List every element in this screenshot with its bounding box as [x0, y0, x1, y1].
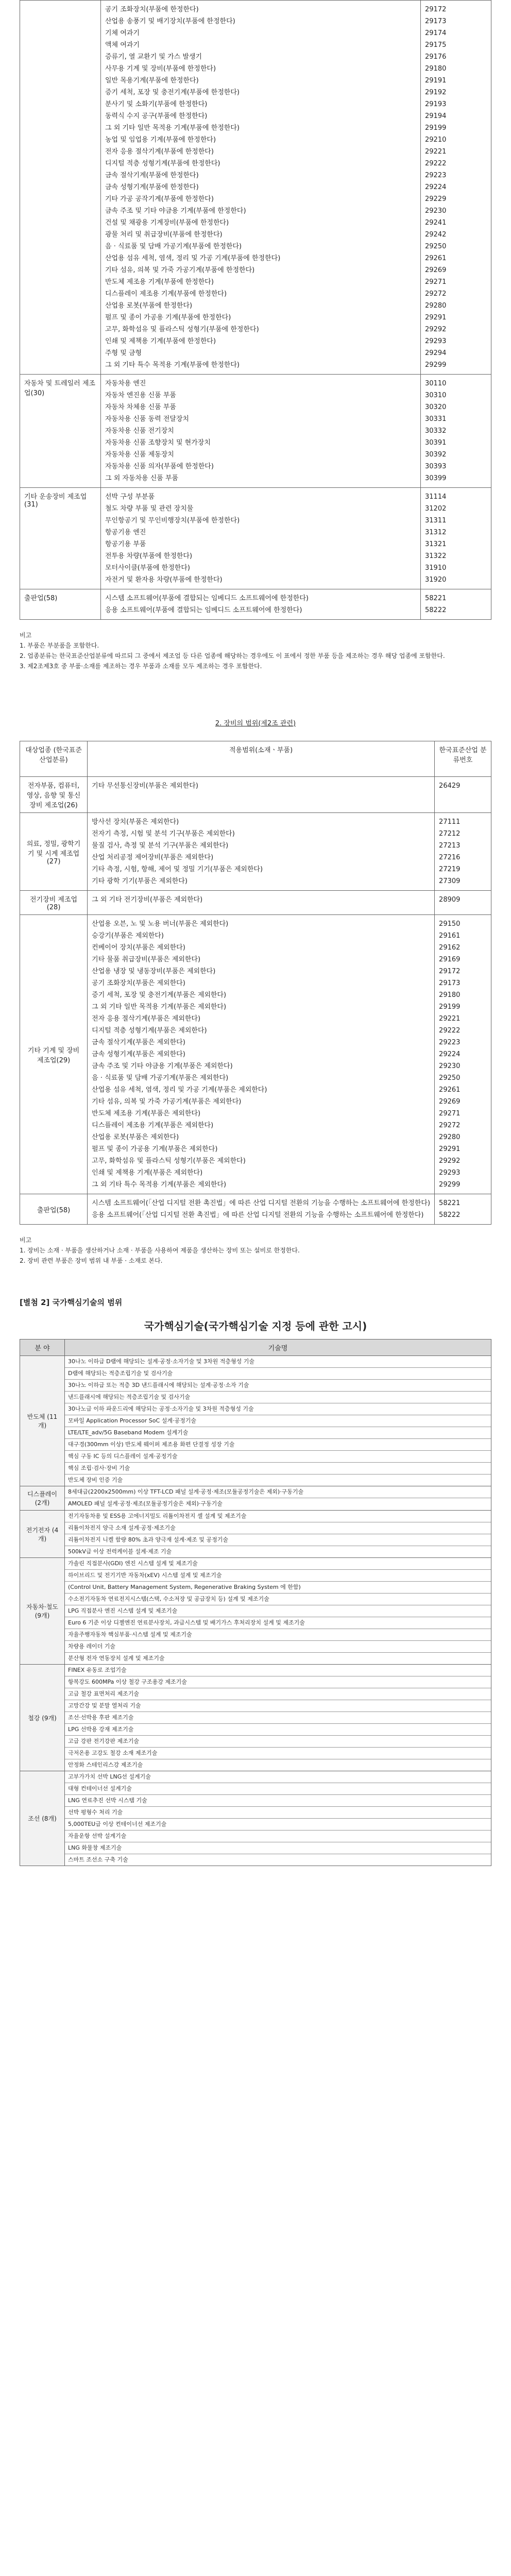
tech-line: 가솔린 직접분사(GDI) 엔진 시스템 설계 및 제조기술: [65, 1558, 491, 1570]
tech-line: LPG 직접분사 엔진 시스템 설계 및 제조기술: [65, 1605, 491, 1617]
item-line: 증류기, 열 교환기 및 가스 발생기: [105, 53, 202, 61]
code-line: 29176: [425, 53, 447, 61]
equipment-table: [20, 741, 491, 1225]
item-line: 전자 응용 절삭기계(부품에 한정한다): [105, 148, 214, 156]
item-line: 산업용 섬유 세척, 염색, 정리 및 가공 기계(부품에 한정한다): [105, 255, 281, 262]
code-line: 29175: [425, 41, 447, 49]
tech-line: 리튬이차전지 양극 소재 설계·공정·제조기술: [65, 1522, 491, 1534]
code-line: 29161: [439, 932, 461, 940]
code-line: 29271: [439, 1110, 461, 1117]
tech-line: LPG 선박용 강재 제조기술: [65, 1724, 491, 1736]
tech-line: 대형 컨테이너선 설계기술: [65, 1783, 491, 1795]
note-line: 3. 제2조제3호 중 부품·소재를 제조하는 경우 부품과 소재를 모두 제조하는 경우 포함한다.: [20, 663, 262, 670]
code-line: 29292: [439, 1157, 461, 1165]
code-line: 29172: [425, 6, 447, 13]
code-line: 29250: [439, 1074, 461, 1082]
code-line: 29299: [425, 361, 447, 369]
code-line: 31202: [425, 505, 447, 513]
item-line: 분사기 및 소화기(부품에 한정한다): [105, 100, 208, 108]
item-line: 농업 및 임업용 기계(부품에 한정한다): [105, 136, 216, 144]
code-line: 31321: [425, 540, 447, 548]
table-row: [20, 1194, 491, 1225]
item-line: 인쇄 및 제책용 기계(부품에 한정한다): [105, 337, 216, 345]
tech-line: 조선·선박용 후판 제조기술: [65, 1712, 491, 1724]
industry-cell: 기타 기계 및 장비 제조업(29): [20, 915, 88, 1194]
code-cell: [435, 915, 491, 1194]
parts-table: [20, 0, 491, 620]
tech-line: 30나노 이하급 D램에 해당되는 설계·공정·소자기술 및 3차원 적층형성 기술: [65, 1356, 491, 1368]
tech-line: AMOLED 패널 설계·공정·제조(모듈공정기술은 제외)·구동기술: [68, 1500, 223, 1507]
code-line: 27216: [439, 854, 461, 861]
code-line: 58221: [439, 1199, 461, 1207]
code-line: 29224: [425, 183, 447, 191]
code-line: 31910: [425, 564, 447, 572]
note-line: 2. 장비 관련 부품은 장비 범위 내 부품 · 소재로 본다.: [20, 1257, 163, 1264]
item-line: 컨베이어 장치(부품은 제외한다): [92, 944, 185, 952]
table-row: [20, 1511, 491, 1558]
note-head: 비고: [20, 1236, 32, 1244]
item-line: 액체 여과기: [105, 41, 140, 49]
table-header-row: [20, 1340, 491, 1356]
tech-line: 8세대급(2200x2500mm) 이상 TFT-LCD 패널 설계·공정·제조(모듈공정기술은 제외)·구동기술: [65, 1486, 491, 1498]
code-line: 29192: [425, 89, 447, 96]
code-line: 29180: [439, 991, 461, 999]
tech-cell: [65, 1558, 491, 1665]
item-line: 그 외 기타 전기장비(부품은 제외한다): [92, 896, 203, 904]
table-row: [20, 1558, 491, 1665]
table-row: [20, 1, 491, 375]
note-line: 1. 장비는 소재 · 부품을 생산하거나 소재 · 부품을 사용하여 제품을 생산하는 장비 또는 설비로 한정한다.: [20, 1247, 300, 1254]
code-line: 29230: [425, 207, 447, 215]
code-line: 30392: [425, 451, 447, 459]
code-line: 29280: [425, 302, 447, 310]
code-line: 29229: [425, 195, 447, 203]
item-line: 자동차용 신품 제동장치: [105, 451, 174, 459]
item-line: 고무, 화학섬유 및 플라스틱 성형기(부품에 한정한다): [105, 326, 259, 333]
item-line: 그 외 기타 일반 목적용 기계(부품에 한정한다): [105, 124, 240, 132]
tech-line: D램에 해당되는 적층조립기술 및 검사기술: [65, 1368, 491, 1380]
tech-line: 자율운항 선박 설계기술: [65, 1831, 491, 1842]
code-line: 31114: [425, 493, 447, 501]
table-row: [20, 891, 491, 915]
scope-cell: [88, 915, 435, 1194]
tech-cell: [65, 1511, 491, 1558]
tech-cell: [65, 1771, 491, 1866]
item-line: 증기 세척, 포장 및 충전기계(부품은 제외한다): [92, 991, 227, 999]
code-line: 29291: [425, 314, 447, 321]
tech-line: 반도체 장비 인증 기술: [68, 1477, 123, 1483]
item-line: 모터사이클(부품에 한정한다): [105, 564, 190, 572]
tech-line: 핵심 조립·검사·장비 기술: [65, 1463, 491, 1475]
item-line: 기타 물품 취급장비(부품은 제외한다): [92, 956, 201, 963]
code-line: 29299: [439, 1181, 461, 1189]
item-line: 선박 구성 부분품: [105, 493, 155, 501]
code-line: 29241: [425, 219, 447, 227]
code-line: 27309: [439, 877, 461, 885]
scope-cell: [88, 813, 435, 891]
tech-line: 전기자동차용 및 ESS용 고에너지밀도 리튬이차전지 셀 설계 및 제조기술: [65, 1511, 491, 1522]
table-row: [20, 1356, 491, 1486]
code-line: 29172: [439, 968, 461, 975]
tech-line: 고급 강판 전기강판 제조기술: [65, 1736, 491, 1748]
item-line: 무인항공기 및 무인비행장치(부품에 한정한다): [105, 517, 240, 524]
item-line: 전자기 측정, 시험 및 분석 기구(부품은 제외한다): [92, 830, 235, 838]
item-line: 산업용 송풍기 및 배기장치(부품에 한정한다): [105, 18, 235, 25]
scope-cell: [101, 1, 421, 375]
tech-line: 대구경(300mm 이상) 반도체 웨이퍼 제조용 화편 단결정 성장 기술: [65, 1439, 491, 1451]
table-header-row: [20, 741, 491, 777]
table-row: [20, 915, 491, 1194]
tech-line: 스마트 조선소 구축 기술: [68, 1856, 128, 1863]
item-line: 주형 및 금형: [105, 349, 142, 357]
item-line: 그 외 자동차용 신품 부품: [105, 474, 179, 482]
code-line: 29293: [425, 337, 447, 345]
item-line: 음 · 식료품 및 담배 가공기계(부품에 한정한다): [105, 243, 242, 250]
code-line: 30332: [425, 427, 447, 435]
table-row: [20, 777, 491, 813]
code-line: 29293: [439, 1169, 461, 1177]
item-line: 항공기용 부품: [105, 540, 146, 548]
item-line: 자동차 엔진용 신품 부품: [105, 392, 176, 399]
item-line: 산업용 냉장 및 냉동장비(부품은 제외한다): [92, 968, 216, 975]
item-line: 기타 섬유, 의복 및 가죽 가공기계(부품에 한정한다): [105, 266, 255, 274]
code-line: 26429: [439, 782, 461, 790]
code-cell: [435, 891, 491, 915]
item-line: 기타 측정, 시험, 항해, 제어 및 정밀 기기(부품은 제외한다): [92, 866, 263, 873]
code-cell: [435, 1194, 491, 1225]
code-line: 29210: [425, 136, 447, 144]
tech-line: 안정화 스테인리스강 제조기술: [68, 1761, 143, 1768]
item-line: 반도체 제조용 기계(부품에 한정한다): [105, 278, 214, 286]
item-line: 자동차용 엔진: [105, 380, 146, 387]
tech-line: 핵심 구동 IC 등의 디스플레이 설계·공정기술: [65, 1451, 491, 1463]
table-row: [20, 488, 491, 589]
field-cell: 전기전자 (4개): [20, 1511, 65, 1558]
code-line: 31312: [425, 529, 447, 536]
tech-line: 극저온용 고강도 철강 소재 제조기술: [65, 1748, 491, 1759]
header-field: 분 야: [20, 1340, 65, 1356]
tech-cell: [65, 1665, 491, 1771]
note-head: 비고: [20, 632, 32, 639]
item-line: 시스템 소프트웨어(부품에 결합되는 임베디드 소프트웨어에 한정한다): [105, 595, 309, 602]
item-line: 산업용 로봇(부품에 한정한다): [105, 302, 193, 310]
field-cell: 디스플레이 (2개): [20, 1486, 65, 1511]
item-line: 기타 광학 기기(부품은 제외한다): [92, 877, 188, 885]
note-2: [20, 1235, 491, 1266]
table-row: [20, 375, 491, 488]
code-line: 29294: [425, 349, 447, 357]
code-cell: [421, 1, 491, 375]
code-line: 29169: [439, 956, 461, 963]
item-line: 시스템 소프트웨어(「산업 디지털 전환 촉진법」에 따른 산업 디지털 전환의 기능을 수행하는 소프트웨어에 한정한다): [92, 1199, 431, 1207]
field-cell: 자동차·철도 (9개): [20, 1558, 65, 1665]
item-line: 펄프 및 종이 가공용 기계(부품은 제외한다): [92, 1145, 218, 1153]
item-line: 기타 무선통신장비(부품은 제외한다): [92, 782, 198, 790]
code-line: 29272: [439, 1122, 461, 1129]
item-line: 고무, 화학섬유 및 플라스틱 성형기(부품은 제외한다): [92, 1157, 246, 1165]
tech-line: 항복강도 600MPa 이상 철강 구조용강 제조기술: [65, 1676, 491, 1688]
tech-line: 고급 철강 표면처리 제조기술: [65, 1688, 491, 1700]
code-line: 29174: [425, 29, 447, 37]
table-row: [20, 589, 491, 620]
item-line: 음 · 식료품 및 담배 가공기계(부품은 제외한다): [92, 1074, 229, 1082]
scope-cell: [101, 375, 421, 488]
code-line: 29291: [439, 1145, 461, 1153]
industry-cell: [20, 1, 101, 375]
code-line: 28909: [439, 896, 461, 904]
code-line: 29194: [425, 112, 447, 120]
tech-cell: [65, 1486, 491, 1511]
item-line: 금속 절삭기계(부품은 제외한다): [92, 1039, 185, 1046]
item-line: 증기 세척, 포장 및 충전기계(부품에 한정한다): [105, 89, 240, 96]
table-row: [20, 1665, 491, 1771]
tech-line: Euro 6 기준 이상 디젤엔진 연료분사장치, 과급시스템 및 배기가스 후처리장치 설계 및 제조기술: [65, 1617, 491, 1629]
code-line: 30320: [425, 403, 447, 411]
code-line: 29230: [439, 1062, 461, 1070]
code-line: 27212: [439, 830, 461, 838]
code-line: 29173: [439, 979, 461, 987]
code-line: 58222: [439, 1211, 461, 1219]
tech-line: LTE/LTE_adv/5G Baseband Modem 설계기술: [65, 1427, 491, 1439]
code-line: 29271: [425, 278, 447, 286]
code-line: 29162: [439, 944, 461, 952]
header-tech: 기술명: [65, 1340, 491, 1356]
industry-cell: 출판업(58): [20, 1194, 88, 1225]
tech-line: 수소전기자동차 연료전지시스템(스택, 수소저장 및 공급장치 등) 설계 및 제조기술: [65, 1594, 491, 1605]
industry-cell: 자동차 및 트레일러 제조업(30): [20, 375, 101, 488]
item-line: 디지털 적층 성형기계(부품은 제외한다): [92, 1027, 207, 1035]
code-line: 29193: [425, 100, 447, 108]
item-line: 그 외 기타 일반 목적용 기계(부품은 제외한다): [92, 1003, 227, 1011]
code-line: 30393: [425, 463, 447, 470]
item-line: 그 외 기타 특수 목적용 기계(부품은 제외한다): [92, 1181, 227, 1189]
item-line: 금속 주조 및 기타 야금용 기계(부품은 제외한다): [92, 1062, 233, 1070]
tech-line: 선박 평형수 처리 기술: [65, 1807, 491, 1819]
tech-line: 분산형 전자 연동장치 설계 및 제조기술: [68, 1655, 165, 1662]
code-line: 29261: [425, 255, 447, 262]
code-line: 29223: [439, 1039, 461, 1046]
code-line: 27111: [439, 818, 461, 826]
code-line: 29222: [425, 160, 447, 167]
code-line: 29269: [439, 1098, 461, 1106]
item-line: 응용 소프트웨어(부품에 결합되는 임베디드 소프트웨어에 한정한다): [105, 606, 302, 614]
item-line: 방사선 장치(부품은 제외한다): [92, 818, 179, 826]
code-cell: [421, 589, 491, 620]
industry-cell: 의료, 정밀, 광학기기 및 시계 제조업(27): [20, 813, 88, 891]
code-line: 29221: [439, 1015, 461, 1023]
tech-line: (Control Unit, Battery Management System, Regenerative Braking System 에 한함): [65, 1582, 491, 1594]
item-line: 물질 검사, 측정 및 분석 기구(부품은 제외한다): [92, 842, 229, 850]
item-line: 산업 처리공정 제어장비(부품은 제외한다): [92, 854, 214, 861]
tech-line: LNG 화물창 제조기술: [65, 1842, 491, 1854]
code-cell: [435, 777, 491, 813]
item-line: 철도 차량 부품 및 관련 장치물: [105, 505, 194, 513]
item-line: 동력식 수지 공구(부품에 한정한다): [105, 112, 208, 120]
tech-line: 모바일 Application Processor SoC 설계·공정기술: [65, 1415, 491, 1427]
code-line: 29280: [439, 1133, 461, 1141]
item-line: 디스플레이 제조용 기계(부품은 제외한다): [92, 1122, 214, 1129]
code-line: 29269: [425, 266, 447, 274]
item-line: 디지털 적층 성형기계(부품에 한정한다): [105, 160, 220, 167]
item-line: 기타 섬유, 의복 및 가죽 가공기계(부품은 제외한다): [92, 1098, 242, 1106]
section-2-heading: 2. 장비의 범위(제2조 관련): [215, 720, 296, 727]
appendix-heading: [별첨 2] 국가핵심기술의 범위: [20, 1298, 123, 1307]
item-line: 금속 성형기계(부품은 제외한다): [92, 1050, 185, 1058]
table-row: [20, 813, 491, 891]
item-line: 건설 및 채광용 기계장비(부품에 한정한다): [105, 219, 229, 227]
code-line: 29250: [425, 243, 447, 250]
item-line: 자동차용 신품 전기장치: [105, 427, 174, 435]
item-line: 전투용 차량(부품에 한정한다): [105, 552, 193, 560]
code-line: 29222: [439, 1027, 461, 1035]
tech-line: 5,000TEU급 이상 컨테이너선 제조기술: [65, 1819, 491, 1831]
industry-cell: 기타 운송장비 제조업(31): [20, 488, 101, 589]
code-line: 30399: [425, 474, 447, 482]
item-line: 금속 주조 및 기타 야금용 기계(부품에 한정한다): [105, 207, 246, 215]
field-cell: 반도체 (11개): [20, 1356, 65, 1486]
industry-cell: 전자부품, 컴퓨터, 영상, 음향 및 통신장비 제조업(26): [20, 777, 88, 813]
code-line: 30110: [425, 380, 447, 387]
item-line: 자동차 차체용 신품 부품: [105, 403, 176, 411]
code-line: 58221: [425, 595, 447, 602]
field-cell: 철강 (9개): [20, 1665, 65, 1771]
item-line: 디스플레이 제조용 기계(부품에 한정한다): [105, 290, 227, 298]
code-cell: [435, 813, 491, 891]
note-1: [20, 630, 491, 671]
code-line: 29180: [425, 65, 447, 73]
code-line: 29223: [425, 172, 447, 179]
code-line: 31322: [425, 552, 447, 560]
core-tech-table: [20, 1339, 491, 1866]
header-scope: 적용범위(소재ㆍ부품): [88, 741, 435, 777]
item-line: 승강기(부품은 제외한다): [92, 932, 164, 940]
scope-cell: [88, 777, 435, 813]
tech-cell: [65, 1356, 491, 1486]
item-line: 펄프 및 종이 가공용 기계(부품에 한정한다): [105, 314, 231, 321]
code-line: 29150: [439, 920, 461, 928]
field-cell: 조선 (8개): [20, 1771, 65, 1866]
item-line: 일반 목용기계(부품에 한정한다): [105, 77, 199, 84]
appendix-title: 국가핵심기술(국가핵심기술 지정 등에 관한 고시): [144, 1320, 367, 1332]
table-row: [20, 1771, 491, 1866]
code-cell: [421, 488, 491, 589]
code-line: 29224: [439, 1050, 461, 1058]
tech-line: 리튬이차전지 니켈 함량 80% 초과 양극재 설계·제조 및 공정기술: [65, 1534, 491, 1546]
item-line: 반도체 제조용 기계(부품은 제외한다): [92, 1110, 201, 1117]
item-line: 산업용 로봇(부품은 제외한다): [92, 1133, 179, 1141]
tech-line: 하이브리드 및 전기기반 자동차(xEV) 시스템 설계 및 제조기술: [65, 1570, 491, 1582]
code-line: 30310: [425, 392, 447, 399]
item-line: 산업용 오븐, 노 및 노용 버너(부품은 제외한다): [92, 920, 229, 928]
tech-line: FINEX 유동로 조업기술: [65, 1665, 491, 1676]
item-line: 자동차용 신품 의자(부품에 한정한다): [105, 463, 214, 470]
item-line: 자동차용 신품 동력 전달장치: [105, 415, 190, 423]
code-line: 29261: [439, 1086, 461, 1094]
code-cell: [421, 375, 491, 488]
item-line: 자동차용 신품 조향장치 및 현가장치: [105, 439, 211, 447]
code-line: 29199: [425, 124, 447, 132]
item-line: 공기 조화장치(부품은 제외한다): [92, 979, 185, 987]
code-line: 58222: [425, 606, 447, 614]
industry-cell: 전기장비 제조업(28): [20, 891, 88, 915]
item-line: 사무용 기계 및 장비(부품에 한정한다): [105, 65, 216, 73]
item-line: 인쇄 및 제책용 기계(부품은 제외한다): [92, 1169, 203, 1177]
item-line: 자전거 및 환자용 차량(부품에 한정한다): [105, 576, 223, 584]
code-line: 29199: [439, 1003, 461, 1011]
code-line: 29272: [425, 290, 447, 298]
code-line: 29191: [425, 77, 447, 84]
item-line: 공기 조화장치(부품에 한정한다): [105, 6, 199, 13]
item-line: 기타 가공 공작기계(부품에 한정한다): [105, 195, 214, 203]
scope-cell: [88, 891, 435, 915]
tech-line: 자율주행자동차 핵심부품·시스템 설계 및 제조기술: [65, 1629, 491, 1641]
item-line: 금속 절삭기계(부품에 한정한다): [105, 172, 199, 179]
table-row: [20, 1486, 491, 1511]
item-line: 전자 응용 절삭기계(부품은 제외한다): [92, 1015, 201, 1023]
code-line: 29292: [425, 326, 447, 333]
tech-line: 낸드플래시에 해당되는 적층조립기술 및 검사기술: [65, 1392, 491, 1403]
tech-line: 고망간강 및 분말 열처리 기술: [65, 1700, 491, 1712]
industry-cell: 출판업(58): [20, 589, 101, 620]
item-line: 산업용 섬유 세척, 염색, 정리 및 가공 기계(부품은 제외한다): [92, 1086, 267, 1094]
code-line: 29242: [425, 231, 447, 239]
tech-line: 30나노 이하급 또는 적층 3D 낸드플래시에 해당되는 설계·공정·소자 기술: [65, 1380, 491, 1392]
header-code: 한국표준산업 분류번호: [435, 741, 491, 777]
note-line: 2. 업종분류는 한국표준산업분류에 따르되 그 중에서 제조업 등 다른 업종에 해당하는 경우에도 이 표에서 정한 부품 등을 제조하는 경우 해당 업종에 포함한다.: [20, 652, 445, 659]
tech-line: 30나노급 이하 파운드리에 해당되는 공정·소자기술 및 3차원 적층형성 기술: [65, 1403, 491, 1415]
item-line: 응용 소프트웨어(「산업 디지털 전환 촉진법」에 따른 산업 디지털 전환의 기능을 수행하는 소프트웨어에 한정한다): [92, 1211, 424, 1219]
note-line: 1. 부품은 부분품을 포함한다.: [20, 642, 99, 649]
code-line: 29221: [425, 148, 447, 156]
tech-line: 차량용 레이더 기술: [65, 1641, 491, 1653]
tech-line: LNG 연료추진 선박 시스템 기술: [65, 1795, 491, 1807]
scope-cell: [101, 488, 421, 589]
tech-line: 고부가가치 선박 LNG선 설계기술: [65, 1771, 491, 1783]
item-line: 항공기용 엔진: [105, 529, 146, 536]
code-line: 30331: [425, 415, 447, 423]
code-line: 31920: [425, 576, 447, 584]
scope-cell: [101, 589, 421, 620]
code-line: 29173: [425, 18, 447, 25]
code-line: 27213: [439, 842, 461, 850]
item-line: 금속 성형기계(부품에 한정한다): [105, 183, 199, 191]
header-industry: 대상업종 (한국표준산업분류): [20, 741, 88, 777]
scope-cell: [88, 1194, 435, 1225]
item-line: 기체 여과기: [105, 29, 140, 37]
item-line: 그 외 기타 특수 목적용 기계(부품에 한정한다): [105, 361, 240, 369]
item-line: 광물 처리 및 취급장비(부품에 한정한다): [105, 231, 223, 239]
code-line: 31311: [425, 517, 447, 524]
code-line: 30391: [425, 439, 447, 447]
code-line: 27219: [439, 866, 461, 873]
tech-line: 500kV급 이상 전력케이블 설계·제조 기술: [68, 1548, 172, 1555]
